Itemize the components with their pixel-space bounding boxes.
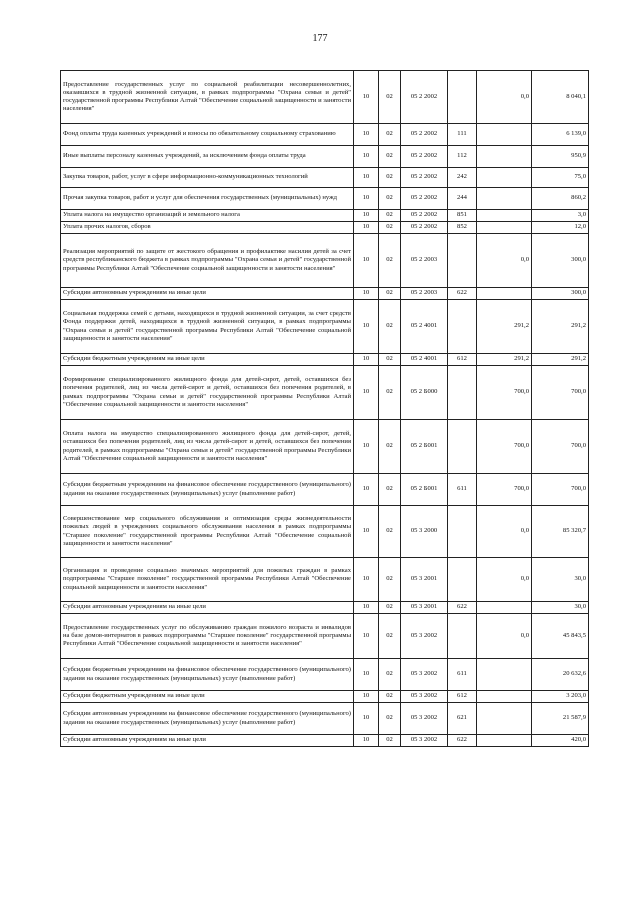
amount-federal: 0,0 xyxy=(477,234,532,288)
table-row xyxy=(61,474,589,506)
subsection-code: 02 xyxy=(379,691,401,703)
target-item-code: 05 2 2002 xyxy=(401,168,448,188)
table-row xyxy=(61,168,589,188)
amount-federal: 291,2 xyxy=(477,300,532,354)
amount-federal: 700,0 xyxy=(477,420,532,474)
row-description: Совершенствование мер социального обслуживания и оптимизация среды жизнедеятельности пожилых людей в учреждениях социального обслуживания населения в рамках подпрограммы "Старшее поколение" государственной программы Республики Алтай "Обеспечение социальной защищенности и занятости населения" xyxy=(61,506,354,558)
subsection-code: 02 xyxy=(379,288,401,300)
amount-total: 700,0 xyxy=(532,366,589,420)
target-item-code: 05 2 Б001 xyxy=(401,474,448,506)
table-row xyxy=(61,71,589,124)
row-description: Субсидии автономным учреждениям на иные цели xyxy=(61,735,354,747)
target-item-code: 05 2 2003 xyxy=(401,288,448,300)
subsection-code: 02 xyxy=(379,210,401,222)
subsection-code: 02 xyxy=(379,234,401,288)
section-code: 10 xyxy=(354,234,379,288)
expense-type-code: 611 xyxy=(448,659,477,691)
expense-type-code xyxy=(448,234,477,288)
row-description: Субсидии бюджетным учреждениям на финансовое обеспечение государственного (муниципального) задания на оказание государственных (муниципальных) услуг (выполнение работ) xyxy=(61,659,354,691)
amount-total: 420,0 xyxy=(532,735,589,747)
amount-federal: 700,0 xyxy=(477,366,532,420)
expense-type-code: 611 xyxy=(448,474,477,506)
amount-total: 860,2 xyxy=(532,188,589,210)
amount-federal xyxy=(477,288,532,300)
section-code: 10 xyxy=(354,614,379,659)
row-description: Фонд оплаты труда казенных учреждений и взносы по обязательному социальному страхованию xyxy=(61,124,354,146)
row-description: Субсидии бюджетным учреждениям на финансовое обеспечение государственного (муниципального) задания на оказание государственных (муниципальных) услуг (выполнение работ) xyxy=(61,474,354,506)
amount-total: 291,2 xyxy=(532,354,589,366)
table-row xyxy=(61,602,589,614)
table-row xyxy=(61,288,589,300)
table-row xyxy=(61,146,589,168)
target-item-code: 05 3 2002 xyxy=(401,703,448,735)
amount-total: 8 040,1 xyxy=(532,71,589,124)
table-row xyxy=(61,222,589,234)
expense-type-code xyxy=(448,506,477,558)
section-code: 10 xyxy=(354,558,379,602)
amount-total: 45 843,5 xyxy=(532,614,589,659)
subsection-code: 02 xyxy=(379,506,401,558)
amount-federal: 0,0 xyxy=(477,71,532,124)
amount-total: 700,0 xyxy=(532,474,589,506)
subsection-code: 02 xyxy=(379,703,401,735)
subsection-code: 02 xyxy=(379,124,401,146)
row-description: Предоставление государственных услуг по социальной реабилитации несовершеннолетних, оказавшихся в трудной жизненной ситуации, в рамках подпрограммы "Охрана семьи и детей" государственной программы Республики Алтай "Обеспечение социальной защищенности и занятости населения" xyxy=(61,71,354,124)
subsection-code: 02 xyxy=(379,614,401,659)
target-item-code: 05 2 2002 xyxy=(401,188,448,210)
table-row xyxy=(61,354,589,366)
section-code: 10 xyxy=(354,124,379,146)
amount-total: 291,2 xyxy=(532,300,589,354)
amount-total: 12,0 xyxy=(532,222,589,234)
section-code: 10 xyxy=(354,602,379,614)
row-description: Субсидии бюджетным учреждениям на иные цели xyxy=(61,354,354,366)
target-item-code: 05 2 Б001 xyxy=(401,420,448,474)
target-item-code: 05 3 2002 xyxy=(401,659,448,691)
section-code: 10 xyxy=(354,659,379,691)
table-row xyxy=(61,703,589,735)
table-row xyxy=(61,659,589,691)
section-code: 10 xyxy=(354,506,379,558)
expense-type-code: 622 xyxy=(448,602,477,614)
table-row xyxy=(61,506,589,558)
expense-type-code xyxy=(448,71,477,124)
amount-federal xyxy=(477,691,532,703)
target-item-code: 05 2 Б000 xyxy=(401,366,448,420)
section-code: 10 xyxy=(354,210,379,222)
amount-total: 85 320,7 xyxy=(532,506,589,558)
amount-federal xyxy=(477,659,532,691)
expense-type-code: 621 xyxy=(448,703,477,735)
expense-type-code xyxy=(448,420,477,474)
amount-federal xyxy=(477,124,532,146)
subsection-code: 02 xyxy=(379,602,401,614)
amount-federal xyxy=(477,168,532,188)
amount-total: 6 139,0 xyxy=(532,124,589,146)
amount-federal: 700,0 xyxy=(477,474,532,506)
section-code: 10 xyxy=(354,420,379,474)
subsection-code: 02 xyxy=(379,146,401,168)
section-code: 10 xyxy=(354,691,379,703)
expense-type-code: 612 xyxy=(448,354,477,366)
expense-type-code xyxy=(448,366,477,420)
table-row xyxy=(61,188,589,210)
target-item-code: 05 2 2003 xyxy=(401,234,448,288)
table-row xyxy=(61,234,589,288)
row-description: Реализация мероприятий по защите от жестокого обращения и профилактике насилия детей за счет средств республиканского бюджета в рамках подпрограммы "Охрана семьи и детей" государственной программы Республики Алтай "Обеспечение социальной защищенности и занятости населения" xyxy=(61,234,354,288)
expense-type-code: 622 xyxy=(448,288,477,300)
target-item-code: 05 2 2002 xyxy=(401,146,448,168)
table-row xyxy=(61,124,589,146)
row-description: Закупка товаров, работ, услуг в сфере информационно-коммуникационных технологий xyxy=(61,168,354,188)
section-code: 10 xyxy=(354,474,379,506)
row-description: Иные выплаты персоналу казенных учреждений, за исключением фонда оплаты труда xyxy=(61,146,354,168)
expense-type-code: 852 xyxy=(448,222,477,234)
amount-federal: 0,0 xyxy=(477,558,532,602)
row-description: Прочая закупка товаров, работ и услуг для обеспечения государственных (муниципальных) нужд xyxy=(61,188,354,210)
subsection-code: 02 xyxy=(379,659,401,691)
amount-total: 3,0 xyxy=(532,210,589,222)
table-row xyxy=(61,691,589,703)
row-description: Предоставление государственных услуг по обслуживанию граждан пожилого возраста и инвалидов на базе домов-интернатов в рамках подпрограммы "Старшее поколение" государственной программы Республики Алтай "Обеспечение социальной защищенности и занятости населения" xyxy=(61,614,354,659)
expense-type-code: 111 xyxy=(448,124,477,146)
amount-total: 300,0 xyxy=(532,288,589,300)
amount-total: 30,0 xyxy=(532,602,589,614)
row-description: Субсидии автономным учреждениям на финансовое обеспечение государственного (муниципального) задания на оказание государственных (муниципальных) услуг (выполнение работ) xyxy=(61,703,354,735)
subsection-code: 02 xyxy=(379,474,401,506)
amount-total: 20 632,6 xyxy=(532,659,589,691)
target-item-code: 05 3 2002 xyxy=(401,614,448,659)
section-code: 10 xyxy=(354,71,379,124)
expense-type-code: 112 xyxy=(448,146,477,168)
row-description: Оплата налога на имущество специализированного жилищного фонда для детей-сирот, детей, оставшихся без попечения родителей, лиц из числа детей-сирот и детей, оставшихся без попечения родителей, в рамках подпрограммы "Охрана семьи и детей" государственной программы Республики Алтай "Обеспечение социальной защищенности и занятости населения" xyxy=(61,420,354,474)
table-row xyxy=(61,558,589,602)
amount-total: 950,9 xyxy=(532,146,589,168)
target-item-code: 05 3 2001 xyxy=(401,602,448,614)
expense-type-code: 612 xyxy=(448,691,477,703)
amount-total: 21 587,9 xyxy=(532,703,589,735)
amount-total: 700,0 xyxy=(532,420,589,474)
amount-total: 75,0 xyxy=(532,168,589,188)
page-number: 177 xyxy=(312,33,328,44)
expense-type-code: 242 xyxy=(448,168,477,188)
section-code: 10 xyxy=(354,222,379,234)
expense-type-code: 622 xyxy=(448,735,477,747)
amount-total: 30,0 xyxy=(532,558,589,602)
target-item-code: 05 3 2002 xyxy=(401,691,448,703)
amount-federal xyxy=(477,703,532,735)
subsection-code: 02 xyxy=(379,300,401,354)
row-description: Субсидии автономным учреждениям на иные цели xyxy=(61,602,354,614)
target-item-code: 05 2 4001 xyxy=(401,354,448,366)
row-description: Формирование специализированного жилищного фонда для детей-сирот, детей, оставшихся без попечения родителей, лиц из числа детей-сирот и детей, оставшихся без попечения родителей, в рамках подпрограммы "Охрана семьи и детей" государственной программы Республики Алтай "Обеспечение социальной защищенности и занятости населения" xyxy=(61,366,354,420)
table-row xyxy=(61,735,589,747)
target-item-code: 05 3 2000 xyxy=(401,506,448,558)
subsection-code: 02 xyxy=(379,354,401,366)
target-item-code: 05 2 4001 xyxy=(401,300,448,354)
row-description: Субсидии бюджетным учреждениям на иные цели xyxy=(61,691,354,703)
expense-type-code xyxy=(448,558,477,602)
budget-table-body xyxy=(61,71,589,747)
section-code: 10 xyxy=(354,366,379,420)
table-row xyxy=(61,614,589,659)
amount-federal xyxy=(477,222,532,234)
row-description: Организация и проведение социально значимых мероприятий для пожилых граждан в рамках подпрограммы "Старшее поколение" государственной программы Республики Алтай "Обеспечение социальной защищенности и занятости населения" xyxy=(61,558,354,602)
amount-federal xyxy=(477,210,532,222)
section-code: 10 xyxy=(354,188,379,210)
target-item-code: 05 2 2002 xyxy=(401,124,448,146)
section-code: 10 xyxy=(354,300,379,354)
subsection-code: 02 xyxy=(379,168,401,188)
row-description: Уплата налога на имущество организаций и земельного налога xyxy=(61,210,354,222)
target-item-code: 05 2 2002 xyxy=(401,210,448,222)
amount-federal: 291,2 xyxy=(477,354,532,366)
section-code: 10 xyxy=(354,703,379,735)
subsection-code: 02 xyxy=(379,558,401,602)
expense-type-code: 244 xyxy=(448,188,477,210)
budget-table xyxy=(60,70,589,747)
amount-total: 3 203,0 xyxy=(532,691,589,703)
subsection-code: 02 xyxy=(379,420,401,474)
expense-type-code xyxy=(448,300,477,354)
expense-type-code: 851 xyxy=(448,210,477,222)
amount-federal xyxy=(477,146,532,168)
target-item-code: 05 2 2002 xyxy=(401,71,448,124)
amount-federal: 0,0 xyxy=(477,506,532,558)
amount-federal: 0,0 xyxy=(477,614,532,659)
section-code: 10 xyxy=(354,146,379,168)
row-description: Уплата прочих налогов, сборов xyxy=(61,222,354,234)
table-row xyxy=(61,210,589,222)
amount-federal xyxy=(477,602,532,614)
amount-total: 300,0 xyxy=(532,234,589,288)
expense-type-code xyxy=(448,614,477,659)
row-description: Субсидии автономным учреждениям на иные цели xyxy=(61,288,354,300)
target-item-code: 05 2 2002 xyxy=(401,222,448,234)
section-code: 10 xyxy=(354,168,379,188)
subsection-code: 02 xyxy=(379,71,401,124)
amount-federal xyxy=(477,188,532,210)
subsection-code: 02 xyxy=(379,735,401,747)
table-row xyxy=(61,420,589,474)
target-item-code: 05 3 2002 xyxy=(401,735,448,747)
row-description: Социальная поддержка семей с детьми, находящихся в трудной жизненной ситуации, за счет средств Фонда поддержки детей, находящихся в трудной жизненной ситуации, в рамках подпрограммы "Охрана семьи и детей" государственной программы Республики Алтай "Обеспечение социальной защищенности и занятости населения" xyxy=(61,300,354,354)
target-item-code: 05 3 2001 xyxy=(401,558,448,602)
table-row xyxy=(61,366,589,420)
subsection-code: 02 xyxy=(379,366,401,420)
amount-federal xyxy=(477,735,532,747)
subsection-code: 02 xyxy=(379,188,401,210)
subsection-code: 02 xyxy=(379,222,401,234)
section-code: 10 xyxy=(354,288,379,300)
section-code: 10 xyxy=(354,354,379,366)
section-code: 10 xyxy=(354,735,379,747)
table-row xyxy=(61,300,589,354)
